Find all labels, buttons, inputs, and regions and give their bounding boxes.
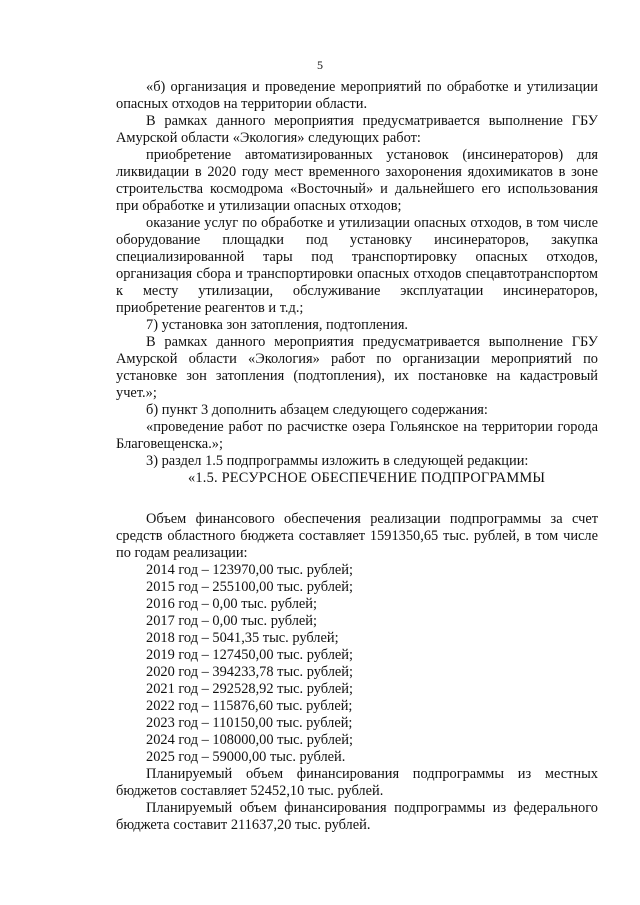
list-item: 2014 год – 123970,00 тыс. рублей; xyxy=(146,562,353,578)
page-number: 5 xyxy=(317,58,323,72)
paragraph-federal-budget: Планируемый объем финансирования подпрограммы из федерального бюджета составит 211637,20 тыс. рублей. xyxy=(116,800,598,833)
list-item: 2020 год – 394233,78 тыс. рублей; xyxy=(146,664,353,680)
paragraph-incinerators: приобретение автоматизированных установок (инсинераторов) для ликвидации в 2020 году мест временного захоронения ядохимикатов в зоне строительства космодрома «Восточный» и дальнейшего его использования при обработке и утилизации опасных отходов; xyxy=(116,147,598,214)
list-item: 2018 год – 5041,35 тыс. рублей; xyxy=(146,630,339,646)
paragraph-section-1-5: 3) раздел 1.5 подпрограммы изложить в следующей редакции: xyxy=(146,453,529,469)
paragraph-funding-intro: Объем финансового обеспечения реализации подпрограммы за счет средств областного бюджета составляет 1591350,65 тыс. рублей, в том числе по годам реализации: xyxy=(116,511,598,561)
paragraph-point-3: б) пункт 3 дополнить абзацем следующего содержания: xyxy=(146,402,488,418)
section-heading: «1.5. РЕСУРСНОЕ ОБЕСПЕЧЕНИЕ ПОДПРОГРАММЫ xyxy=(188,470,546,486)
paragraph-flood-zones: В рамках данного мероприятия предусматривается выполнение ГБУ Амурской области «Экология» работ по организации мероприятий по установке зон затопления (подтопления), их постановке на кадастровый учет.»; xyxy=(116,334,598,401)
paragraph-services: оказание услуг по обработке и утилизации опасных отходов, в том числе оборудование площадки под установку инсинераторов, закупка специализированной тары под транспортировку опасных отходов, организация сбора и транспортировки опасных отходов спецавтотранспортом к месту утилизации, обслуживание эксплуатации инсинераторов, приобретение реагентов и т.д.; xyxy=(116,215,598,316)
list-item: 2017 год – 0,00 тыс. рублей; xyxy=(146,613,317,629)
spacer xyxy=(116,487,598,511)
paragraph-local-budgets: Планируемый объем финансирования подпрограммы из местных бюджетов составляет 52452,10 тыс. рублей. xyxy=(116,766,598,799)
document-body xyxy=(116,79,598,834)
list-item: 2015 год – 255100,00 тыс. рублей; xyxy=(146,579,353,595)
paragraph-item-b: «б) организация и проведение мероприятий по обработке и утилизации опасных отходов на территории области. xyxy=(116,79,598,112)
list-item: 2025 год – 59000,00 тыс. рублей. xyxy=(146,749,346,765)
funding-by-year-list xyxy=(116,562,598,766)
list-item: 2021 год – 292528,92 тыс. рублей; xyxy=(146,681,353,697)
paragraph-item-7: 7) установка зон затопления, подтопления. xyxy=(146,317,409,333)
list-item: 2016 год – 0,00 тыс. рублей; xyxy=(146,596,317,612)
list-item: 2024 год – 108000,00 тыс. рублей; xyxy=(146,732,353,748)
paragraph-lake-cleaning: «проведение работ по расчистке озера Гольянское на территории города Благовещенска.»; xyxy=(116,419,598,452)
list-item: 2022 год – 115876,60 тыс. рублей; xyxy=(146,698,353,714)
list-item: 2019 год – 127450,00 тыс. рублей; xyxy=(146,647,353,663)
list-item: 2023 год – 110150,00 тыс. рублей; xyxy=(146,715,353,731)
paragraph-ecology-works: В рамках данного мероприятия предусматривается выполнение ГБУ Амурской области «Экология» следующих работ: xyxy=(116,113,598,146)
